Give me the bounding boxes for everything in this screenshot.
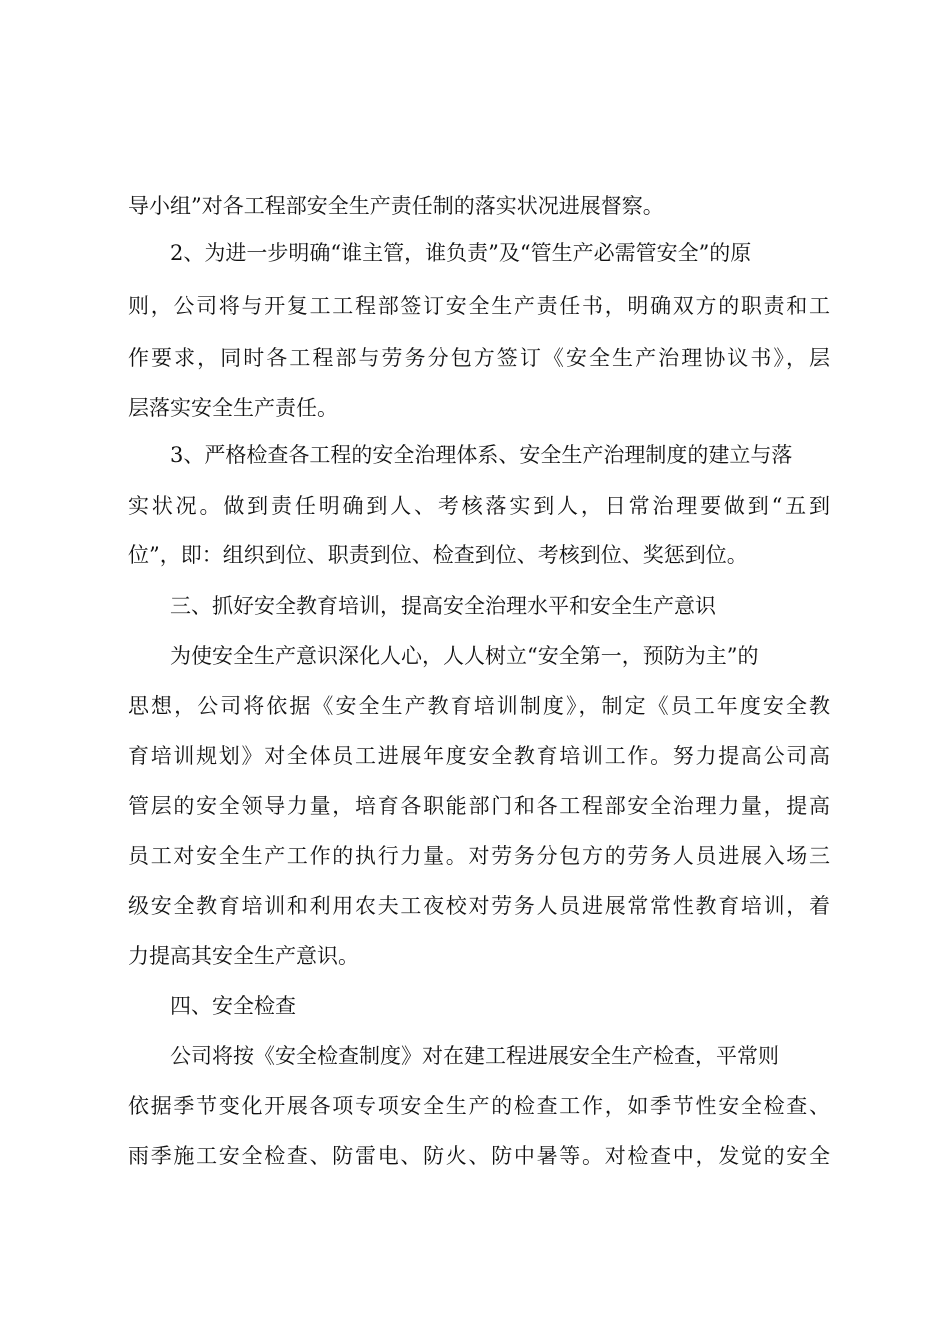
text-line: 依据季节变化开展各项专项安全生产的检查工作，如季节性安全检查、 [128,1094,830,1118]
text-line: 作要求，同时各工程部与劳务分包方签订《安全生产治理协议书》，层 [128,346,830,370]
text-line: 员工对安全生产工作的执行力量。对劳务分包方的劳务人员进展入场三 [128,844,830,868]
text-line: 位”，即：组织到位、职责到位、检查到位、考核到位、奖惩到位。 [128,543,748,567]
text-line: 实状况。做到责任明确到人、考核落实到人，日常治理要做到“五到 [128,494,830,518]
text-line: 管层的安全领导力量，培育各职能部门和各工程部安全治理力量，提高 [128,794,830,818]
text-line: 导小组”对各工程部安全生产责任制的落实状况进展督察。 [128,194,664,218]
section-heading: 三、抓好安全教育培训，提高安全治理水平和安全生产意识 [170,594,716,618]
text-line: 雨季施工安全检查、防雷电、防火、防中暑等。对检查中，发觉的安全 [128,1144,830,1168]
text-line: 为使安全生产意识深化人心，人人树立“安全第一，预防为主”的 [170,644,759,668]
text-line: 层落实安全生产责任。 [128,396,338,420]
text-line: 2、为进一步明确“谁主管，谁负责”及“管生产必需管安全”的原 [170,241,752,265]
text-line: 育培训规划》对全体员工进展年度安全教育培训工作。努力提高公司高 [128,744,830,768]
text-line: 则，公司将与开复工工程部签订安全生产责任书，明确双方的职责和工 [128,294,830,318]
text-line: 思想，公司将依据《安全生产教育培训制度》，制定《员工年度安全教 [128,694,830,718]
text-line: 3、严格检查各工程的安全治理体系、安全生产治理制度的建立与落 [170,443,793,467]
text-line: 级安全教育培训和利用农夫工夜校对劳务人员进展常常性教育培训，着 [128,894,830,918]
text-line: 力提高其安全生产意识。 [128,944,359,968]
text-line: 公司将按《安全检查制度》对在建工程进展安全生产检查，平常则 [170,1044,779,1068]
section-heading: 四、安全检查 [170,994,296,1018]
